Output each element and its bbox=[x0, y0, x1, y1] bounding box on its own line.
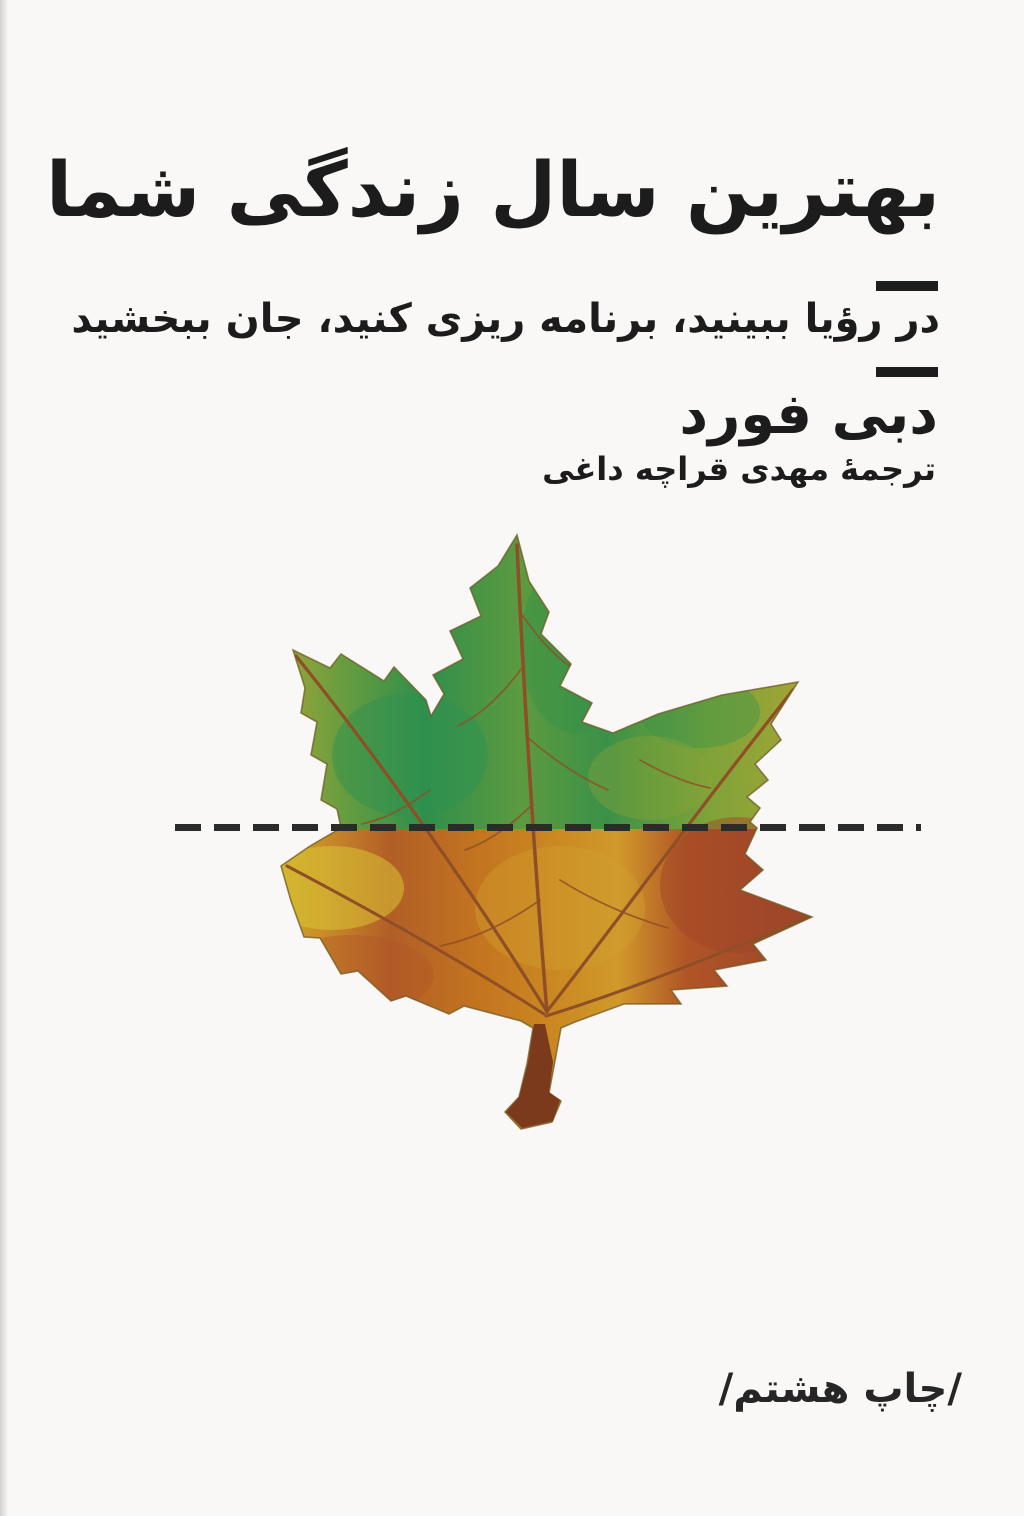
edition-note: /چاپ هشتم/ bbox=[718, 1366, 962, 1412]
book-title: بهترین سال زندگی شما bbox=[45, 145, 940, 234]
subtitle-divider-bar bbox=[876, 367, 938, 377]
author-name: دبی فورد bbox=[679, 382, 938, 447]
translator-credit: ترجمهٔ مهدی قراچه داغی bbox=[542, 450, 936, 488]
book-subtitle: در رؤیا ببینید، برنامه ریزی کنید، جان ببخشید bbox=[71, 296, 940, 342]
title-divider-bar bbox=[876, 281, 938, 291]
dashed-divider-line bbox=[175, 824, 921, 831]
